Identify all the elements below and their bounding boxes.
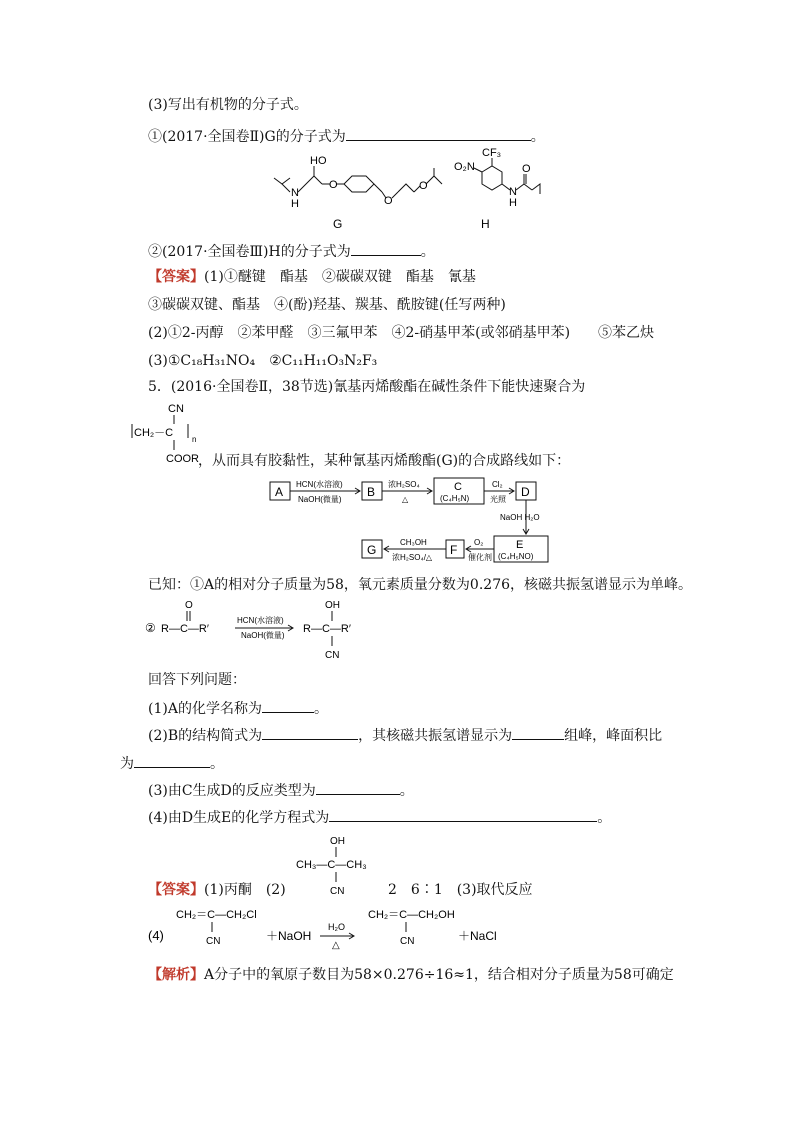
h-o-label: O [522, 163, 531, 175]
answer-blank [262, 698, 314, 713]
answer-2-b-structure [290, 832, 380, 898]
answer-1-line-2: ③碳碳双键、酯基 ④(酚)羟基、羰基、酰胺键(任写两种) [148, 297, 506, 313]
answer-blank [346, 126, 531, 141]
question-3-heading: (3)写出有机物的分子式。 [148, 97, 308, 113]
g-o-label-2: O [384, 195, 393, 207]
analysis-line [148, 966, 674, 984]
known-2-oh: OH [325, 600, 340, 611]
scheme-c: C [454, 481, 462, 493]
scheme-a: A [275, 485, 284, 499]
g-label: G [333, 217, 343, 231]
reagent-2-top: 浓H₂SO₄ [388, 480, 420, 489]
answer-blank [316, 780, 400, 795]
h-no2-label: O₂N [454, 161, 475, 173]
reagent-6-bottom: 浓H₂SO₄/△ [392, 553, 433, 562]
period: 。 [399, 783, 414, 799]
question-3-text: (3)由C生成D的反应类型为 [148, 783, 316, 799]
period: 。 [210, 756, 224, 772]
equation-arrow-bottom: △ [332, 940, 340, 950]
period: 。 [420, 244, 435, 260]
b-oh: OH [330, 836, 345, 847]
polymer-n: n [192, 435, 197, 444]
analysis-text: A分子中的氧原子数目为58×0.276÷16≈1，结合相对分子质量为58可确定 [204, 967, 674, 983]
h-label: H [481, 217, 490, 231]
product-cn: CN [400, 936, 415, 947]
reagent-5-bottom: 催化剂 [468, 553, 492, 562]
reagent-1-bottom: NaOH(微量) [298, 495, 342, 504]
g-h-label: H [291, 198, 299, 210]
g-n-label: N [291, 187, 299, 199]
answer-1-line-4: (3)①C₁₈H₃₁NO₄ ②C₁₁H₁₁O₃N₂F₃ [148, 353, 378, 369]
structure-g [274, 166, 442, 198]
known-2-reaction [145, 596, 385, 662]
known-2-reactant: R—C—R′ [161, 623, 209, 635]
question-5-intro-2: ，从而具有胶黏性，某种氰基丙烯酸酯(G)的合成路线如下： [198, 453, 571, 469]
period: 。 [597, 810, 612, 826]
question-2-text: (2)B的结构简式为 [148, 728, 263, 744]
answer-4-equation [148, 904, 508, 950]
reagent-1-top: HCN(水溶液) [296, 480, 343, 489]
polymer-coor: COOR [166, 453, 199, 465]
reagent-3-top: Cl₂ [492, 480, 503, 489]
reagent-5-top: O₂ [474, 538, 484, 547]
reagent-2-bottom: △ [402, 495, 409, 504]
question-1-text: (1)A的化学名称为 [148, 701, 262, 717]
answer-1-line-3: (2)①2-丙醇 ②苯甲醛 ③三氟甲苯 ④2-硝基甲苯(或邻硝基甲苯) ⑤苯乙炔 [148, 325, 655, 341]
known-2-number: ② [145, 621, 156, 635]
product-main: CH₂＝C—CH₂OH [368, 909, 455, 921]
answer-blank [329, 807, 597, 822]
scheme-d: D [521, 485, 530, 499]
question-1 [148, 698, 328, 718]
answer-blank [134, 753, 210, 768]
g-o-label-3: O [419, 180, 428, 192]
reactant-cn: CN [206, 936, 221, 947]
answer-1-line-1 [148, 268, 476, 286]
question-2-text-4: 为 [120, 756, 134, 772]
analysis-tag: 【解析】 [148, 967, 204, 983]
equation-number: (4) [148, 928, 164, 943]
answer-2-line-1 [148, 881, 286, 899]
reagent-4: NaOH H₂O [500, 513, 540, 522]
scheme-g: G [367, 543, 377, 557]
answer-2-part-2: 2 6∶1 (3)取代反应 [388, 882, 533, 898]
h-h-label: H [509, 197, 517, 209]
period: 。 [530, 129, 545, 145]
answer-blank [512, 725, 564, 740]
b-main: CH₃—C—CH₃ [296, 859, 367, 871]
scheme-b: B [367, 485, 376, 499]
question-4-text: (4)由D生成E的化学方程式为 [148, 810, 330, 826]
period: 。 [313, 701, 328, 717]
g-oh-label: HO [310, 155, 327, 167]
answer-text: (1)①醚键 酯基 ②碳碳双键 酯基 氰基 [204, 269, 476, 285]
known-2-cn: CN [325, 650, 340, 661]
answer-tag: 【答案】 [148, 882, 204, 898]
answer-blank [262, 725, 358, 740]
question-2-text-3: 组峰，峰面积比 [564, 728, 663, 744]
known-2-product: R—C—R′ [303, 623, 351, 635]
question-3-2 [148, 241, 435, 261]
known-2-reagent-top: HCN(水溶液) [237, 616, 284, 625]
known-2-reagent-bottom: NaOH(微量) [241, 631, 285, 640]
scheme-f: F [450, 543, 458, 557]
known-2-carbonyl-o: O [185, 600, 193, 611]
synthesis-scheme [262, 474, 562, 568]
question-4 [148, 807, 611, 827]
question-5-intro: 5．(2016·全国卷Ⅱ，38节选)氰基丙烯酸酯在碱性条件下能快速聚合为 [148, 379, 586, 395]
known-1: 已知：①A的相对分子质量为58，氧元素质量分数为0.276，核磁共振氢谱显示为单峰。 [148, 577, 693, 593]
answer-blank [351, 241, 421, 256]
scheme-c-formula: (C₄H₅N) [440, 494, 470, 503]
polymer-cn: CN [168, 403, 184, 415]
g-o-label-1: O [329, 179, 338, 191]
question-3 [148, 780, 414, 800]
question-2 [148, 725, 662, 745]
h-n-label: N [509, 186, 517, 198]
reagent-6-top: CH₃OH [400, 538, 427, 547]
product-nacl: ＋NaCl [458, 929, 497, 943]
scheme-e-formula: (C₄H₅NO) [498, 552, 534, 561]
h-cf3-label: CF₃ [482, 147, 502, 159]
answer-text: (1)丙酮 (2) [204, 882, 286, 898]
reactant-naoh: ＋NaOH [266, 929, 312, 943]
polymer-main: CH₂－C [134, 427, 174, 439]
answer-prompt: 回答下列问题： [148, 672, 246, 688]
reagent-3-bottom: 光照 [490, 495, 506, 504]
question-2-line-2 [120, 753, 224, 773]
question-2-text-2: ，其核磁共振氢谱显示为 [358, 728, 513, 744]
structures-g-h [260, 140, 550, 235]
reactant-main: CH₂＝C—CH₂Cl [176, 909, 257, 921]
question-3-2-text: ②(2017·全国卷Ⅲ)H的分子式为 [148, 244, 351, 260]
equation-arrow-top: H₂O [328, 922, 345, 932]
question-3-1-text: ①(2017·全国卷Ⅱ)G的分子式为 [148, 129, 346, 145]
scheme-e: E [516, 539, 524, 551]
answer-tag: 【答案】 [148, 269, 204, 285]
b-cn: CN [330, 886, 345, 897]
